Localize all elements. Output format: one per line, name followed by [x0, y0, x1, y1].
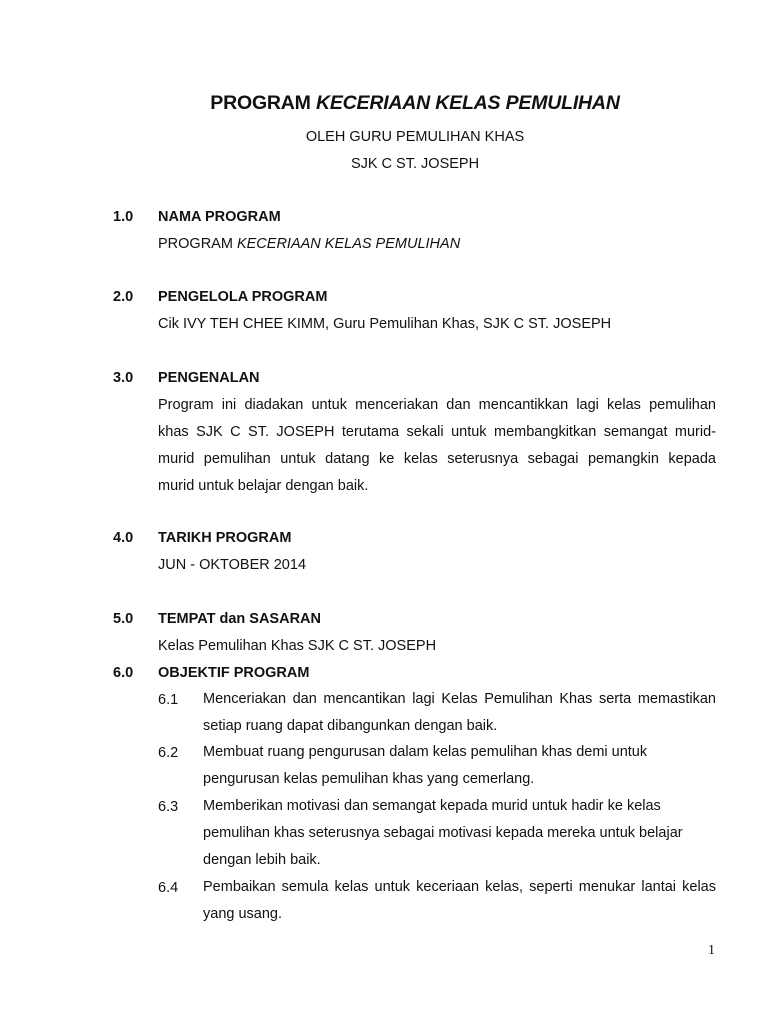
section-number: 3.0 [113, 370, 134, 386]
objective-text [203, 793, 716, 874]
subtitle-author: OLEH GURU PEMULIHAN KHAS [305, 129, 525, 145]
objective-number: 6.1 [158, 692, 179, 708]
section-number: 5.0 [113, 611, 134, 627]
objective-line: Menceriakan dan mencantikan lagi Kelas Pemulihan Khas serta memastikan [203, 691, 716, 707]
objective-line: dengan lebih baik. [203, 852, 321, 868]
section-body: Cik IVY TEH CHEE KIMM, Guru Pemulihan Khas, SJK C ST. JOSEPH [158, 316, 612, 332]
objective-text [203, 874, 716, 928]
program-name-italic: KECERIAAN KELAS PEMULIHAN [236, 236, 461, 252]
objective-line: Memberikan motivasi dan semangat kepada murid untuk hadir ke kelas [203, 798, 661, 814]
section-heading: PENGELOLA PROGRAM [158, 289, 328, 305]
section-body [158, 236, 460, 252]
introduction-paragraph [158, 392, 716, 500]
objective-number: 6.3 [158, 799, 179, 815]
objective-line: Membuat ruang pengurusan dalam kelas pemulihan khas demi untuk [203, 744, 648, 760]
objective-line: setiap ruang dapat dibangunkan dengan baik. [203, 718, 498, 734]
document-title [0, 92, 768, 115]
paragraph-line: murid pemulihan untuk datang ke kelas seterusnya sebagai pemangkin kepada [158, 451, 716, 467]
section-heading: PENGENALAN [158, 370, 260, 386]
paragraph-line: Program ini diadakan untuk menceriakan dan mencantikkan lagi kelas pemulihan [158, 397, 716, 413]
section-heading: TARIKH PROGRAM [158, 530, 292, 546]
objective-line: pemulihan khas seterusnya sebagai motivasi kepada mereka untuk belajar [203, 825, 683, 841]
section-body: Kelas Pemulihan Khas SJK C ST. JOSEPH [158, 638, 437, 654]
section-heading: OBJEKTIF PROGRAM [158, 665, 310, 681]
section-number: 6.0 [113, 665, 134, 681]
objective-number: 6.4 [158, 880, 179, 896]
section-heading: TEMPAT dan SASARAN [158, 611, 321, 627]
objective-text [203, 686, 716, 740]
objective-line: pengurusan kelas pemulihan khas yang cemerlang. [203, 771, 535, 787]
title-plain: PROGRAM [210, 92, 316, 114]
subtitle-school: SJK C ST. JOSEPH [350, 156, 480, 172]
program-name-plain: PROGRAM [158, 236, 237, 252]
section-number: 4.0 [113, 530, 134, 546]
paragraph-line: khas SJK C ST. JOSEPH terutama sekali untuk membangkitkan semangat murid- [158, 424, 716, 440]
section-heading: NAMA PROGRAM [158, 209, 281, 225]
objective-line: Pembaikan semula kelas untuk keceriaan kelas, seperti menukar lantai kelas [203, 879, 716, 895]
page-number: 1 [708, 943, 715, 958]
objective-number: 6.2 [158, 745, 179, 761]
section-body: JUN - OKTOBER 2014 [158, 557, 307, 573]
objective-text [203, 739, 716, 793]
title-italic: KECERIAAN KELAS PEMULIHAN [315, 92, 620, 114]
section-number: 2.0 [113, 289, 134, 305]
paragraph-line: murid untuk belajar dengan baik. [158, 478, 369, 494]
objective-line: yang usang. [203, 906, 283, 922]
section-number: 1.0 [113, 209, 134, 225]
